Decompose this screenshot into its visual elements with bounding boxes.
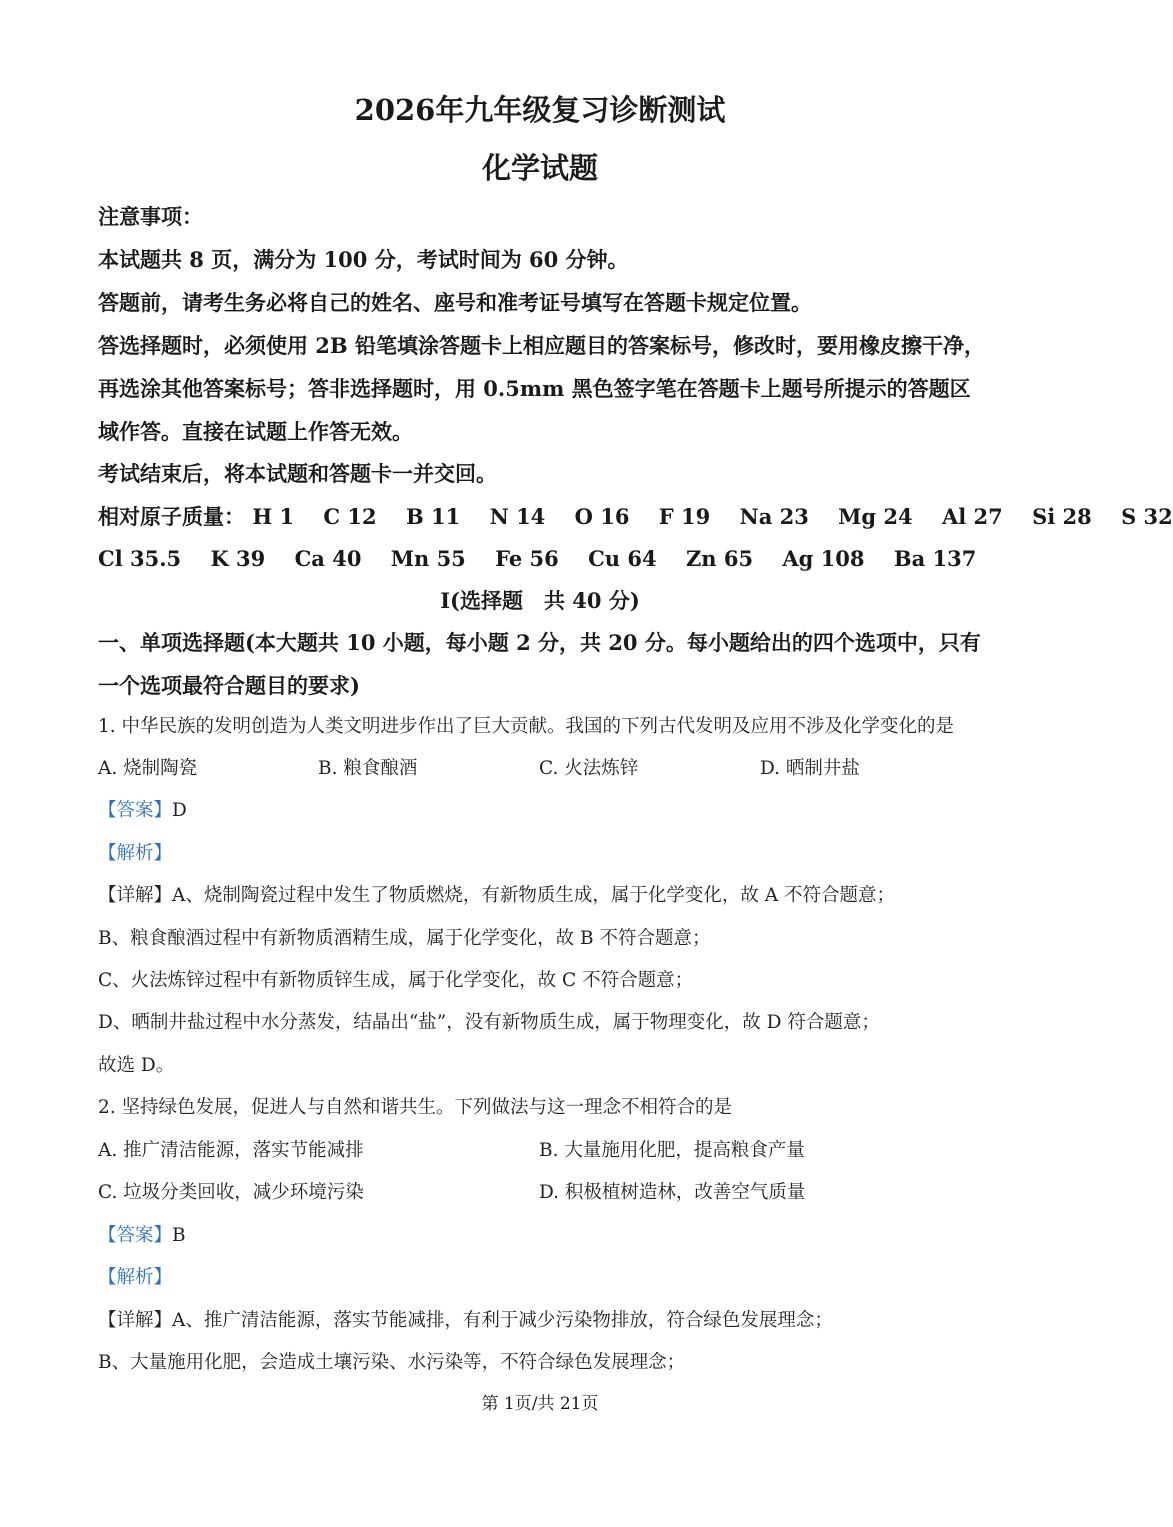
notice-heading: 注意事项： bbox=[98, 204, 203, 229]
question-1-option-d: D. 晒制井盐 bbox=[760, 758, 860, 779]
question-1-detail-5: 故选 D。 bbox=[98, 1055, 175, 1076]
question-1-option-a: A. 烧制陶瓷 bbox=[98, 758, 198, 779]
atomic-masses-label: 相对原子质量： bbox=[98, 504, 245, 529]
question-2-option-d: D. 积极植树造林，改善空气质量 bbox=[539, 1182, 806, 1203]
question-1-detail-3: C、火法炼锌过程中有新物质锌生成，属于化学变化，故 C 不符合题意； bbox=[98, 970, 694, 991]
question-2-option-c: C. 垃圾分类回收，减少环境污染 bbox=[98, 1182, 364, 1203]
notice-line-3a: 答选择题时，必须使用 2B 铅笔填涂答题卡上相应题目的答案标号，修改时，要用橡皮擦干净， bbox=[98, 333, 985, 358]
part-title: I(选择题 共 40 分) bbox=[440, 588, 640, 613]
question-2-stem: 2. 坚持绿色发展，促进人与自然和谐共生。下列做法与这一理念不相符合的是 bbox=[98, 1097, 733, 1118]
notice-line-2: 答题前，请考生务必将自己的姓名、座号和准考证号填写在答题卡规定位置。 bbox=[98, 290, 812, 315]
question-1-stem: 1. 中华民族的发明创造为人类文明进步作出了巨大贡献。我国的下列古代发明及应用不涉及化学变化的是 bbox=[98, 716, 955, 737]
notice-line-4: 考试结束后，将本试题和答题卡一并交回。 bbox=[98, 461, 497, 486]
mass-item: H 1 bbox=[252, 504, 295, 529]
question-2-analysis-tag: 【解析】 bbox=[98, 1267, 173, 1288]
mass-item: B 11 bbox=[405, 504, 461, 529]
question-1-detail-2: B、粮食酿酒过程中有新物质酒精生成，属于化学变化，故 B 不符合题意； bbox=[98, 928, 711, 949]
question-1-option-c: C. 火法炼锌 bbox=[539, 758, 639, 779]
mass-item: S 32 bbox=[1121, 504, 1173, 529]
mass-item: Mn 55 bbox=[390, 546, 466, 571]
mass-item: Ca 40 bbox=[294, 546, 362, 571]
atomic-masses-row-2 bbox=[98, 548, 976, 569]
mass-item: Al 27 bbox=[941, 504, 1003, 529]
answer-tag: 【答案】 bbox=[98, 800, 173, 821]
mass-item: Cl 35.5 bbox=[98, 546, 182, 571]
mass-item: C 12 bbox=[323, 504, 377, 529]
page-number: 第 1页/共 21页 bbox=[481, 1394, 599, 1414]
notice-line-3c: 域作答。直接在试题上作答无效。 bbox=[98, 419, 413, 444]
question-1-option-b: B. 粮食酿酒 bbox=[318, 758, 418, 779]
mass-item: Ag 108 bbox=[782, 546, 865, 571]
subject-title: 化学试题 bbox=[481, 151, 598, 185]
mass-item: F 19 bbox=[658, 504, 711, 529]
mass-item: Na 23 bbox=[739, 504, 809, 529]
question-2-detail-1 bbox=[98, 1312, 833, 1331]
atomic-masses-row-1 bbox=[98, 506, 1173, 527]
question-1-analysis-tag: 【解析】 bbox=[98, 843, 173, 864]
mass-item: K 39 bbox=[210, 546, 266, 571]
section-heading-b: 一个选项最符合题目的要求) bbox=[98, 673, 360, 698]
section-heading-a: 一、单项选择题(本大题共 10 小题，每小题 2 分，共 20 分。每小题给出的四个选项中，只有 bbox=[98, 630, 981, 655]
notice-line-1: 本试题共 8 页，满分为 100 分，考试时间为 60 分钟。 bbox=[98, 247, 629, 272]
answer-value: B bbox=[172, 1225, 186, 1246]
detail-text: A、烧制陶瓷过程中发生了物质燃烧，有新物质生成，属于化学变化，故 A 不符合题意； bbox=[172, 885, 896, 906]
notice-line-3b: 再选涂其他答案标号；答非选择题时，用 0.5mm 黑色签字笔在答题卡上题号所提示的答题区 bbox=[98, 376, 971, 401]
mass-item: O 16 bbox=[574, 504, 630, 529]
question-2-option-b: B. 大量施用化肥，提高粮食产量 bbox=[539, 1140, 805, 1161]
mass-item: Zn 65 bbox=[685, 546, 754, 571]
question-1-detail-4: D、晒制井盐过程中水分蒸发，结晶出“盐”，没有新物质生成，属于物理变化，故 D 符合题意； bbox=[98, 1012, 880, 1033]
mass-item: N 14 bbox=[489, 504, 546, 529]
question-1-answer bbox=[98, 802, 187, 821]
question-2-answer bbox=[98, 1227, 186, 1246]
detail-text: A、推广清洁能源，落实节能减排，有利于减少污染物排放，符合绿色发展理念； bbox=[172, 1310, 833, 1331]
mass-item: Cu 64 bbox=[588, 546, 657, 571]
mass-item: Si 28 bbox=[1032, 504, 1092, 529]
question-2-option-a: A. 推广清洁能源，落实节能减排 bbox=[98, 1140, 364, 1161]
mass-item: Ba 137 bbox=[893, 546, 977, 571]
question-1-detail-1 bbox=[98, 887, 895, 906]
detail-tag: 【详解】 bbox=[98, 885, 173, 906]
question-2-detail-2: B、大量施用化肥，会造成土壤污染、水污染等，不符合绿色发展理念； bbox=[98, 1352, 686, 1373]
answer-tag: 【答案】 bbox=[98, 1225, 173, 1246]
mass-item: Fe 56 bbox=[495, 546, 559, 571]
exam-title: 2026年九年级复习诊断测试 bbox=[354, 93, 726, 127]
mass-item: Mg 24 bbox=[838, 504, 913, 529]
detail-tag: 【详解】 bbox=[98, 1310, 173, 1331]
answer-value: D bbox=[172, 800, 187, 821]
